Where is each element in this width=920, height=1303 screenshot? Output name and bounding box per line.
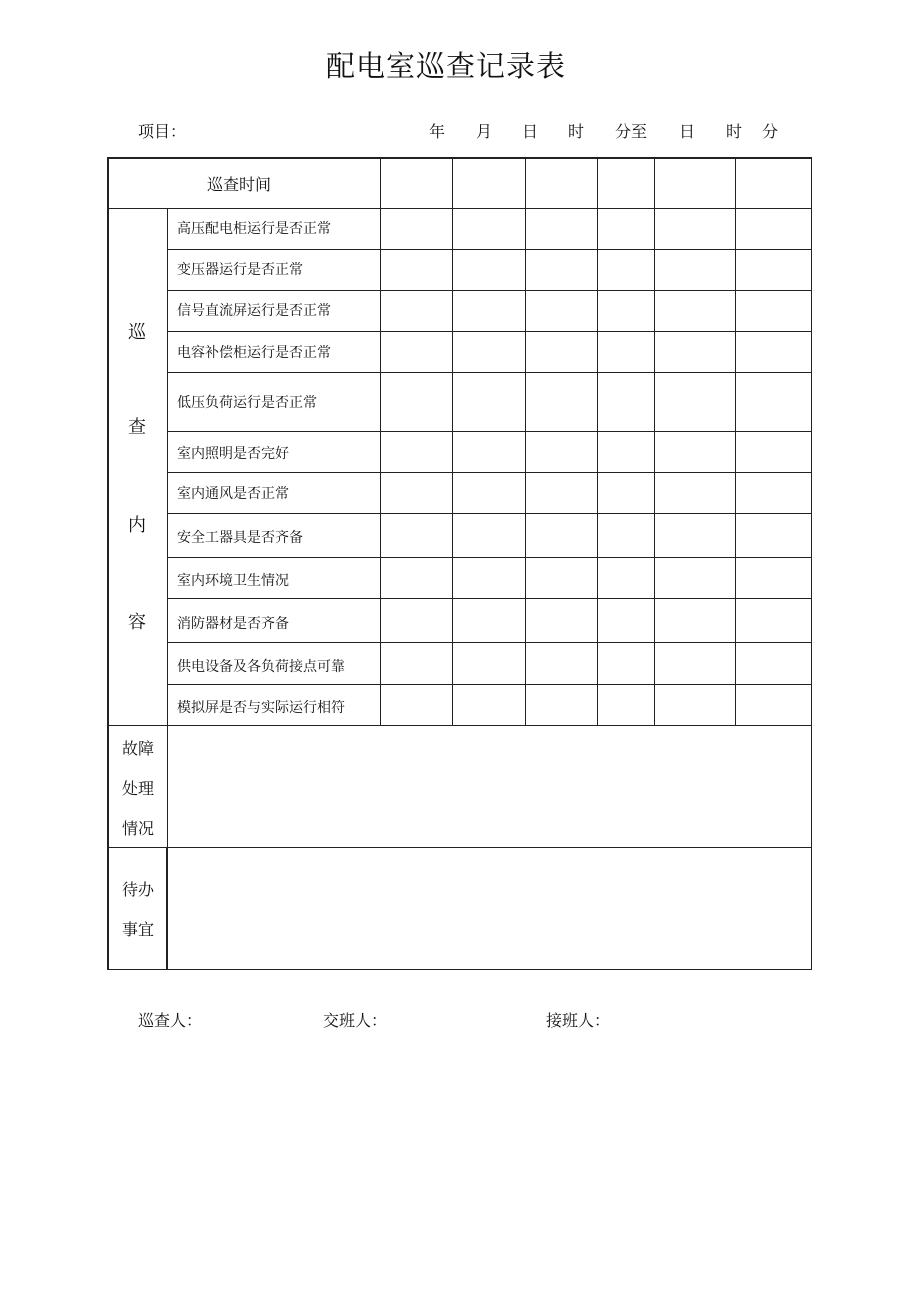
column-divider (654, 157, 655, 725)
end-hour-label: 时 (726, 122, 743, 141)
receiver-label: 接班人： (546, 1011, 611, 1030)
project-label: 项目： (138, 122, 187, 141)
fault-label-line: 故障 (121, 739, 154, 758)
inspection-item: 模拟屏是否与实际运行相符 (177, 700, 345, 716)
day-label: 日 (522, 122, 539, 141)
year-label: 年 (429, 122, 446, 141)
inspection-item: 室内环境卫生情况 (177, 573, 289, 589)
signature-line (0, 1008, 920, 1032)
column-divider (735, 157, 736, 725)
pending-items-label (108, 870, 168, 950)
pending-label-line: 事宜 (121, 920, 154, 939)
row-divider (167, 513, 812, 514)
inspection-item: 室内通风是否正常 (177, 486, 289, 502)
inspection-item: 供电设备及各负荷接点可靠 (177, 659, 345, 675)
pending-label-line: 待办 (121, 880, 154, 899)
row-divider (167, 431, 812, 432)
section-label-char: 容 (128, 612, 146, 633)
inspection-item: 电容补偿柜运行是否正常 (177, 345, 331, 361)
row-divider (167, 557, 812, 558)
inspection-item: 信号直流屏运行是否正常 (177, 303, 331, 319)
inspection-item: 低压负荷运行是否正常 (177, 395, 317, 411)
header-line (0, 119, 920, 143)
column-divider (525, 157, 526, 725)
fault-label-line: 情况 (121, 819, 154, 838)
inspection-item: 室内照明是否完好 (177, 446, 289, 462)
inspection-item: 安全工器具是否齐备 (177, 530, 303, 546)
table-border-right (811, 157, 812, 970)
month-label: 月 (476, 122, 493, 141)
row-divider (167, 290, 812, 291)
table-border-top (107, 157, 812, 159)
row-divider (167, 598, 812, 599)
row-divider (167, 331, 812, 332)
section-label-char: 巡 (128, 322, 146, 343)
fault-handling-label (108, 729, 168, 849)
label-column-divider (167, 208, 168, 725)
section-divider (107, 847, 812, 848)
inspection-item: 变压器运行是否正常 (177, 262, 303, 278)
row-divider (107, 208, 812, 209)
row-divider (167, 372, 812, 373)
inspection-item: 消防器材是否齐备 (177, 616, 289, 632)
table-border-bottom (107, 969, 812, 970)
inspection-item: 高压配电柜运行是否正常 (177, 221, 331, 237)
minute-to-label: 分至 (615, 122, 648, 141)
handover-label: 交班人： (323, 1011, 388, 1030)
row-divider (167, 472, 812, 473)
fault-label-line: 处理 (121, 779, 154, 798)
row-divider (167, 249, 812, 250)
section-label-char: 内 (128, 515, 146, 536)
end-minute-label: 分 (762, 122, 779, 141)
hour-label: 时 (568, 122, 585, 141)
column-divider (380, 157, 381, 725)
page-title: 配电室巡查记录表 (325, 49, 566, 83)
row-divider (167, 684, 812, 685)
column-divider (452, 157, 453, 725)
end-day-label: 日 (679, 122, 696, 141)
row-divider (167, 642, 812, 643)
time-header: 巡查时间 (207, 175, 272, 194)
column-divider (597, 157, 598, 725)
section-divider (107, 725, 812, 726)
section-label-char: 查 (128, 417, 146, 438)
inspector-label: 巡查人： (138, 1011, 203, 1030)
